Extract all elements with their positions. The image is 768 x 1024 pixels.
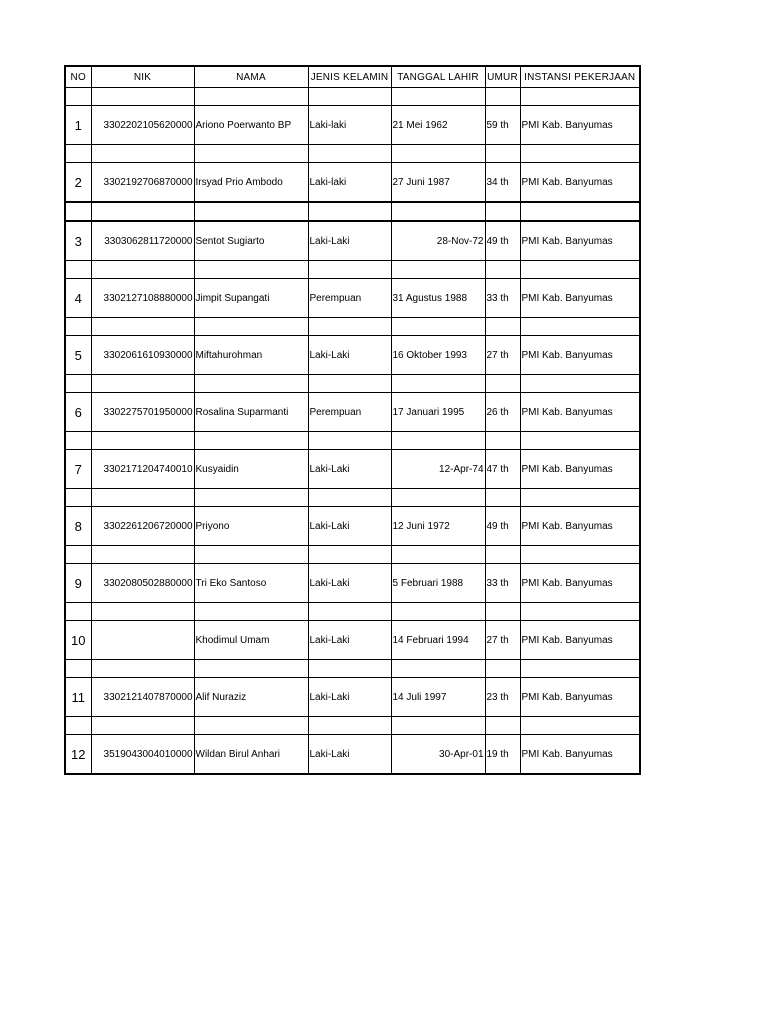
table-row — [65, 450, 640, 489]
cell-umur: 59 th — [485, 106, 520, 145]
cell-jenis-kelamin: Perempuan — [308, 393, 391, 432]
spacer-row — [65, 489, 640, 507]
cell-jenis-kelamin: Laki-Laki — [308, 507, 391, 546]
cell-no: 12 — [65, 735, 91, 775]
cell-nama: Sentot Sugiarto — [194, 221, 308, 261]
cell-umur: 34 th — [485, 163, 520, 203]
cell-tanggal-lahir: 16 Oktober 1993 — [391, 336, 485, 375]
spacer-row — [65, 202, 640, 221]
table-row — [65, 393, 640, 432]
cell-tanggal-lahir: 27 Juni 1987 — [391, 163, 485, 203]
cell-nik: 3519043004010000 — [91, 735, 194, 775]
cell-umur: 49 th — [485, 221, 520, 261]
cell-no: 3 — [65, 221, 91, 261]
table-row — [65, 279, 640, 318]
cell-nama: Rosalina Suparmanti — [194, 393, 308, 432]
cell-instansi: PMI Kab. Banyumas — [520, 393, 640, 432]
cell-jenis-kelamin: Laki-laki — [308, 106, 391, 145]
cell-tanggal-lahir: 30-Apr-01 — [391, 735, 485, 775]
table-row — [65, 564, 640, 603]
cell-no: 6 — [65, 393, 91, 432]
spacer-row — [65, 603, 640, 621]
cell-instansi: PMI Kab. Banyumas — [520, 279, 640, 318]
cell-nik: 3302171204740010 — [91, 450, 194, 489]
cell-umur: 19 th — [485, 735, 520, 775]
spacer-row — [65, 717, 640, 735]
cell-nama: Jimpit Supangati — [194, 279, 308, 318]
cell-instansi: PMI Kab. Banyumas — [520, 450, 640, 489]
cell-tanggal-lahir: 12 Juni 1972 — [391, 507, 485, 546]
cell-umur: 27 th — [485, 621, 520, 660]
cell-nama: Ariono Poerwanto BP — [194, 106, 308, 145]
table-row — [65, 507, 640, 546]
cell-umur: 27 th — [485, 336, 520, 375]
header-umur: UMUR — [485, 66, 520, 88]
table-row — [65, 106, 640, 145]
cell-umur: 26 th — [485, 393, 520, 432]
cell-tanggal-lahir: 14 Februari 1994 — [391, 621, 485, 660]
header-tanggal-lahir: TANGGAL LAHIR — [391, 66, 485, 88]
cell-jenis-kelamin: Laki-Laki — [308, 564, 391, 603]
cell-nama: Irsyad Prio Ambodo — [194, 163, 308, 203]
cell-no: 11 — [65, 678, 91, 717]
cell-instansi: PMI Kab. Banyumas — [520, 735, 640, 775]
cell-nama: Priyono — [194, 507, 308, 546]
cell-tanggal-lahir: 14 Juli 1997 — [391, 678, 485, 717]
cell-no: 1 — [65, 106, 91, 145]
spacer-row — [65, 660, 640, 678]
cell-instansi: PMI Kab. Banyumas — [520, 163, 640, 203]
cell-nama: Wildan Birul Anhari — [194, 735, 308, 775]
cell-jenis-kelamin: Laki-Laki — [308, 735, 391, 775]
spacer-row — [65, 145, 640, 163]
cell-nik: 3302275701950000 — [91, 393, 194, 432]
cell-nama: Kusyaidin — [194, 450, 308, 489]
cell-tanggal-lahir: 31 Agustus 1988 — [391, 279, 485, 318]
cell-jenis-kelamin: Laki-Laki — [308, 621, 391, 660]
cell-umur: 47 th — [485, 450, 520, 489]
cell-no: 4 — [65, 279, 91, 318]
spacer-row — [65, 261, 640, 279]
cell-no: 9 — [65, 564, 91, 603]
header-instansi: INSTANSI PEKERJAAN — [520, 66, 640, 88]
cell-nik: 3302061610930000 — [91, 336, 194, 375]
cell-instansi: PMI Kab. Banyumas — [520, 621, 640, 660]
cell-instansi: PMI Kab. Banyumas — [520, 678, 640, 717]
cell-tanggal-lahir: 17 Januari 1995 — [391, 393, 485, 432]
table-row — [65, 221, 640, 261]
cell-instansi: PMI Kab. Banyumas — [520, 106, 640, 145]
cell-no: 5 — [65, 336, 91, 375]
cell-jenis-kelamin: Perempuan — [308, 279, 391, 318]
spacer-row — [65, 546, 640, 564]
employee-table — [64, 65, 641, 775]
cell-nik: 3302192706870000 — [91, 163, 194, 203]
cell-no: 10 — [65, 621, 91, 660]
cell-jenis-kelamin: Laki-Laki — [308, 450, 391, 489]
cell-jenis-kelamin: Laki-Laki — [308, 221, 391, 261]
header-nik: NIK — [91, 66, 194, 88]
cell-instansi: PMI Kab. Banyumas — [520, 564, 640, 603]
cell-no: 7 — [65, 450, 91, 489]
cell-tanggal-lahir: 5 Februari 1988 — [391, 564, 485, 603]
cell-jenis-kelamin: Laki-Laki — [308, 336, 391, 375]
spacer-row — [65, 375, 640, 393]
cell-instansi: PMI Kab. Banyumas — [520, 507, 640, 546]
cell-umur: 33 th — [485, 564, 520, 603]
cell-nama: Miftahurohman — [194, 336, 308, 375]
table-row — [65, 163, 640, 203]
cell-nama: Khodimul Umam — [194, 621, 308, 660]
table-row — [65, 678, 640, 717]
header-nama: NAMA — [194, 66, 308, 88]
cell-tanggal-lahir: 21 Mei 1962 — [391, 106, 485, 145]
cell-nama: Tri Eko Santoso — [194, 564, 308, 603]
spacer-row — [65, 88, 640, 106]
cell-jenis-kelamin: Laki-Laki — [308, 678, 391, 717]
table-row — [65, 336, 640, 375]
cell-nik — [91, 621, 194, 660]
cell-umur: 49 th — [485, 507, 520, 546]
cell-nama: Alif Nuraziz — [194, 678, 308, 717]
cell-umur: 23 th — [485, 678, 520, 717]
cell-nik: 3302202105620000 — [91, 106, 194, 145]
table-row — [65, 735, 640, 775]
cell-no: 2 — [65, 163, 91, 203]
header-no: NO — [65, 66, 91, 88]
cell-no: 8 — [65, 507, 91, 546]
cell-nik: 3302080502880000 — [91, 564, 194, 603]
header-jenis-kelamin: JENIS KELAMIN — [308, 66, 391, 88]
cell-tanggal-lahir: 28-Nov-72 — [391, 221, 485, 261]
cell-nik: 3302127108880000 — [91, 279, 194, 318]
cell-instansi: PMI Kab. Banyumas — [520, 336, 640, 375]
table-row — [65, 621, 640, 660]
spacer-row — [65, 432, 640, 450]
cell-nik: 3302121407870000 — [91, 678, 194, 717]
cell-nik: 3302261206720000 — [91, 507, 194, 546]
cell-nik: 3303062811720000 — [91, 221, 194, 261]
cell-umur: 33 th — [485, 279, 520, 318]
cell-tanggal-lahir: 12-Apr-74 — [391, 450, 485, 489]
spacer-row — [65, 318, 640, 336]
table-header-row — [65, 66, 640, 88]
cell-jenis-kelamin: Laki-laki — [308, 163, 391, 203]
cell-instansi: PMI Kab. Banyumas — [520, 221, 640, 261]
